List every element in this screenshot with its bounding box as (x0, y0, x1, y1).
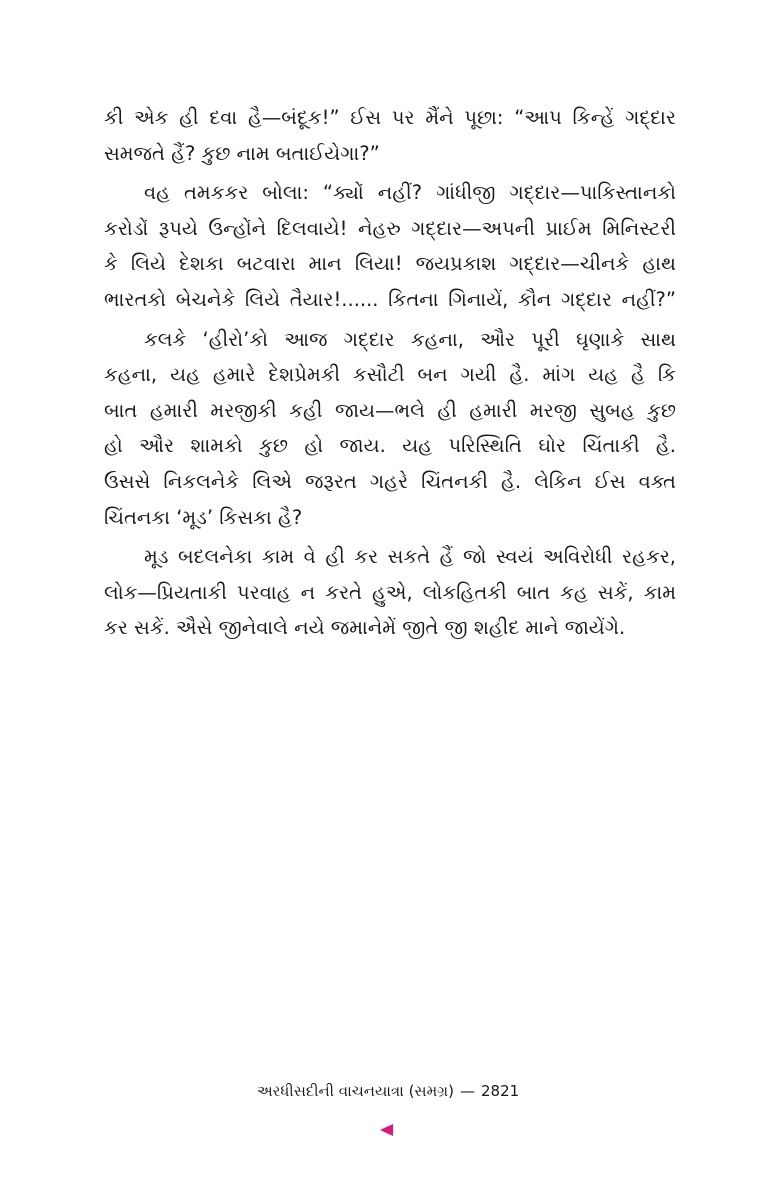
paragraph-2 (104, 175, 676, 317)
page-number: 2821 (480, 1082, 520, 1100)
text-line: કરોડોં રૂપયે ઉન્હોંને દિલવાયે! નેહરુ ગદ્દાર—અપની પ્રાઈમ મિનિસ્ટરી (104, 216, 676, 240)
triangle-left-icon[interactable] (380, 1124, 393, 1136)
text-line: કલકે ‘હીરો’કો આજ ગદ્દાર કહના, ઔર પૂરી ઘૃણાકે સાથ (144, 327, 676, 351)
body-text (104, 100, 676, 650)
text-line: કે લિયે દેશકા બટવારા માન લિયા! જયપ્રકાશ ગદ્દાર—ચીનકે હાથ (104, 252, 676, 276)
text-line: ભારતકો બેચનેકે લિયે તૈયાર!...... કિતના ગિનાયેં, કૌન ગદ્દાર નહીં?” (104, 287, 676, 311)
page-footer (0, 1082, 776, 1100)
paragraph-1 (104, 100, 676, 171)
text-line: ઉસસે નિકલનેકે લિએ જરૂરત ગહરે ચિંતનકી હૈ. લેકિન ઈસ વક્ત (104, 469, 676, 493)
text-line: મૂડ બદલનેકા કામ વે હી કર સકતે હૈં જો સ્વયં અવિરોધી રહકર, (144, 545, 676, 569)
text-line: કહના, યહ હમારે દેશપ્રેમકી કસૌટી બન ગયી હૈ. માંગ યહ હૈ કિ (104, 363, 676, 387)
text-line: હો ઔર શામકો કુછ હો જાય. યહ પરિસ્થિતિ ઘોર ચિંતાકી હૈ. (104, 434, 676, 458)
text-line: ચિંતનકા ‘મૂડ’ કિસકા હૈ? (104, 505, 303, 529)
book-title: અરધીસદીની વાચનયાત્રા (સમગ્ર) (256, 1082, 454, 1100)
text-line: બાત હમારી મરજીકી કહી જાય—ભલે હી હમારી મરજી સુબહ કુછ (104, 398, 676, 422)
text-line: લોક—પ્રિયતાકી પરવાહ ન કરતે હુએ, લોકહિતકી બાત કહ સકેં, કામ (104, 580, 676, 604)
text-line: કર સકેં. ઐસે જીનેવાલે નયે જમાનેમેં જીતે જી શહીદ માને જાયેંગે. (104, 616, 626, 640)
text-line: સમજતે હૈં? કુછ નામ બતાઈયેગા?” (104, 141, 380, 165)
footer-separator: — (459, 1082, 475, 1100)
text-line: કી એક હી દવા હૈ—બંદૂક!” ઈસ પર મૈંને પૂછા: “આપ કિન્હેં ગદ્દાર (104, 106, 676, 129)
paragraph-4 (104, 539, 676, 646)
text-line: વહ તમકકર બોલા: “ક્યોં નહીં? ગાંધીજી ગદ્દાર—પાકિસ્તાનકો (144, 181, 676, 205)
paragraph-3 (104, 322, 676, 536)
